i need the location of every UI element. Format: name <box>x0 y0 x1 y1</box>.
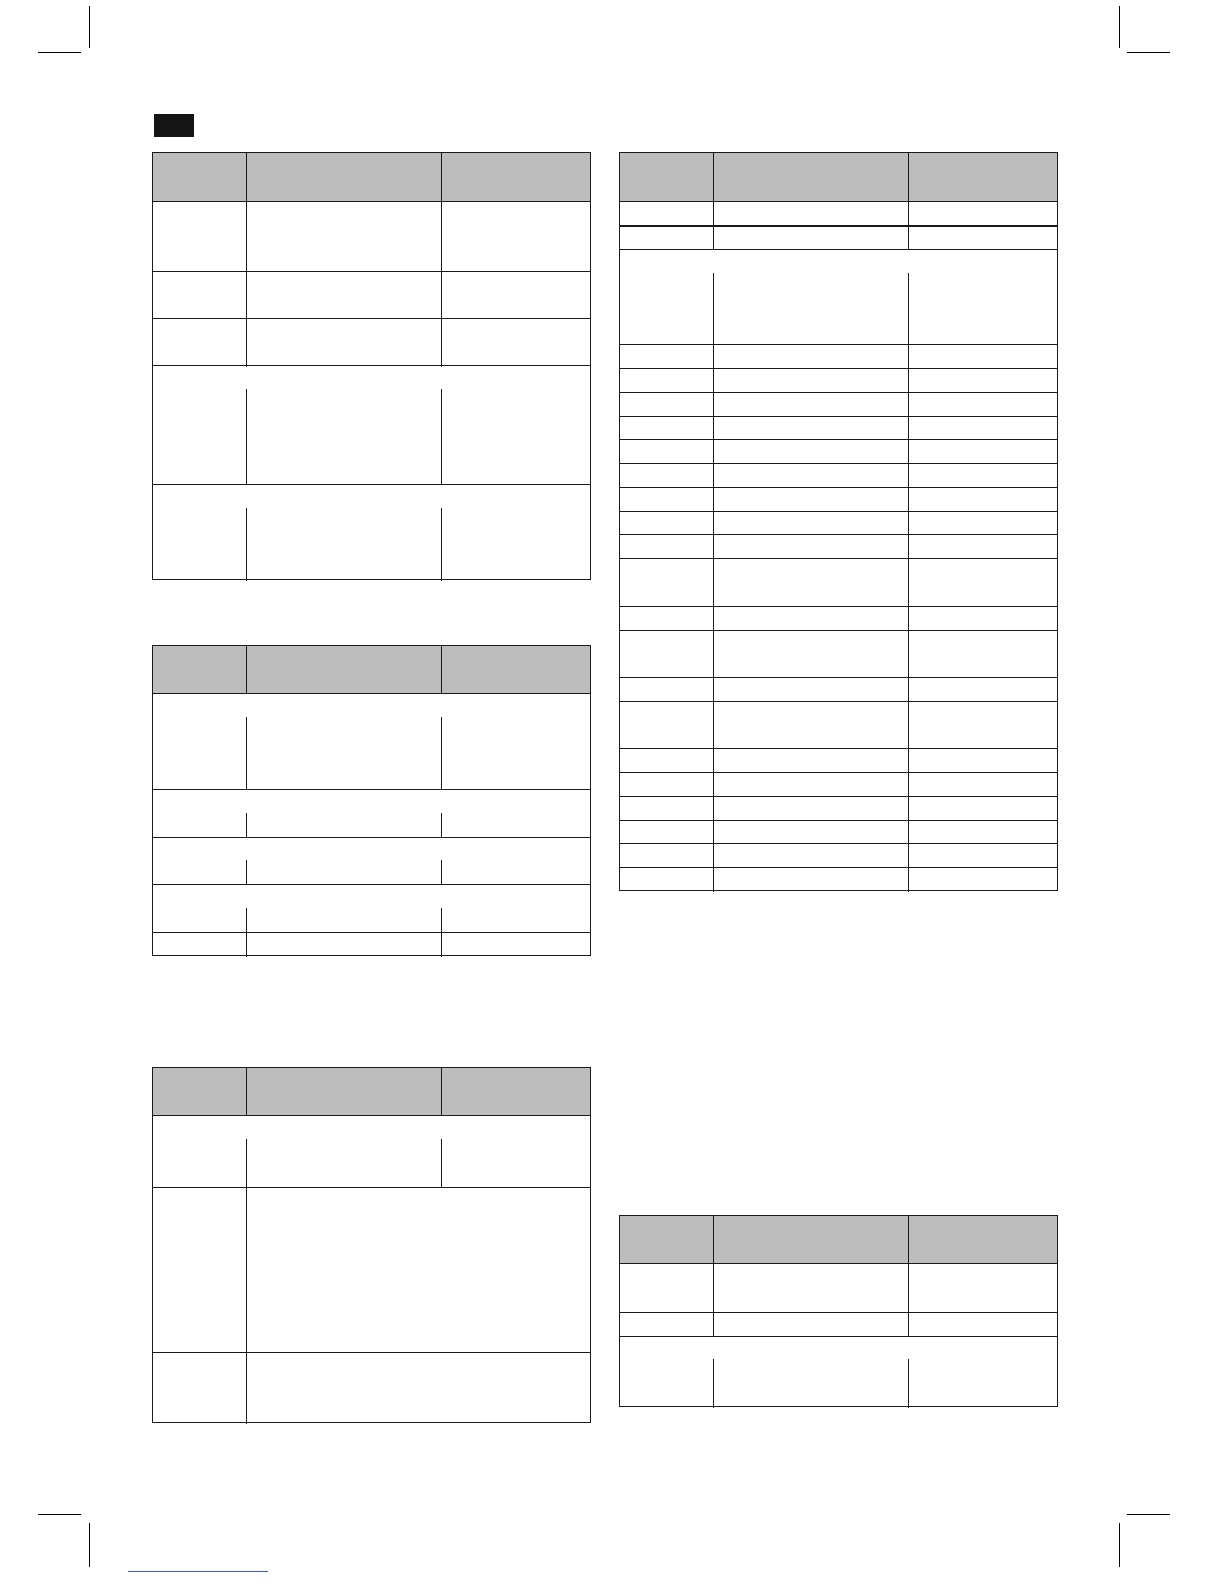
table-row <box>620 796 1057 797</box>
footer-link[interactable] <box>128 1571 268 1572</box>
table-row <box>153 1352 590 1353</box>
table-row <box>620 392 1057 393</box>
table-row <box>620 701 1057 702</box>
table-2 <box>152 645 591 956</box>
table-1 <box>152 152 591 580</box>
table-row <box>620 368 1057 369</box>
table-row <box>153 318 590 319</box>
table-row <box>620 344 1057 345</box>
table-header <box>620 1216 1057 1264</box>
table-header <box>153 1068 590 1116</box>
table-row <box>620 1336 1057 1337</box>
table-row <box>153 365 590 366</box>
table-row <box>620 416 1057 417</box>
table-3 <box>152 1067 591 1423</box>
table-header <box>153 646 590 694</box>
table-row <box>153 789 590 790</box>
crop-mark <box>1119 1523 1120 1567</box>
table-row <box>620 225 1057 227</box>
table-row <box>620 511 1057 512</box>
table-row <box>620 249 1057 250</box>
table-row <box>620 463 1057 464</box>
crop-mark <box>1127 52 1170 53</box>
language-tab <box>154 114 194 137</box>
table-row <box>620 1312 1057 1313</box>
table-row <box>620 534 1057 535</box>
table-row <box>620 606 1057 607</box>
table-row <box>620 439 1057 440</box>
table-row <box>153 1187 590 1188</box>
table-row <box>620 677 1057 678</box>
table-row <box>620 630 1057 631</box>
table-row <box>153 884 590 885</box>
table-row <box>153 484 590 485</box>
crop-mark <box>38 1514 81 1515</box>
crop-mark <box>89 6 90 48</box>
table-header <box>620 153 1057 202</box>
crop-mark <box>38 52 81 53</box>
table-row <box>620 843 1057 844</box>
table-5 <box>619 1215 1058 1407</box>
table-row <box>153 932 590 933</box>
table-row <box>620 867 1057 868</box>
table-row <box>620 748 1057 749</box>
table-row <box>620 487 1057 488</box>
crop-mark <box>89 1523 90 1567</box>
table-header <box>153 153 590 202</box>
crop-mark <box>1119 6 1120 48</box>
table-4 <box>619 152 1058 891</box>
table-row <box>620 820 1057 821</box>
table-row <box>153 271 590 272</box>
crop-mark <box>1127 1514 1170 1515</box>
table-row <box>620 558 1057 559</box>
table-row <box>620 772 1057 773</box>
table-row <box>153 837 590 838</box>
